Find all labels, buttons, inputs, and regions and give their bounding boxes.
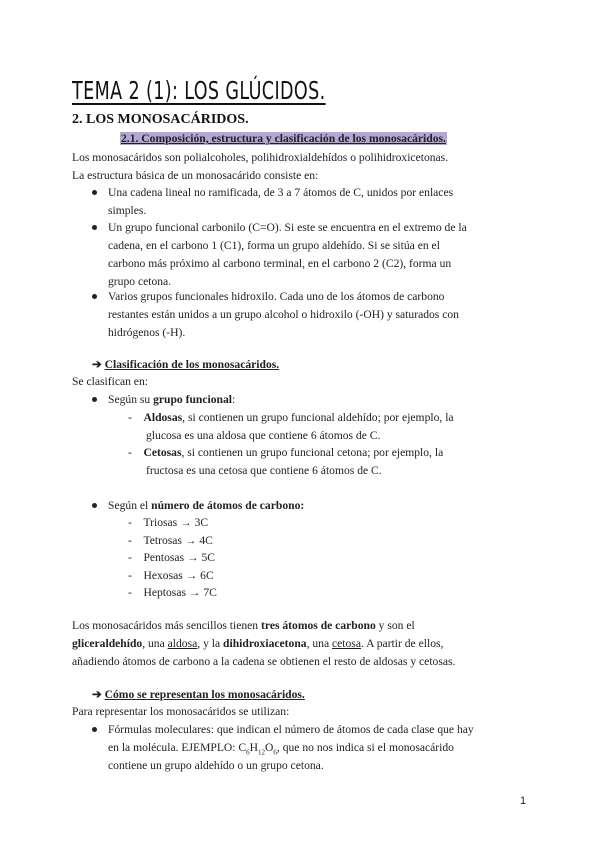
section-heading: 2. LOS MONOSACÁRIDOS. [72, 112, 249, 127]
representation-intro: Para representar los monosacáridos se utilizan: [72, 705, 290, 718]
text: , una [306, 637, 332, 650]
bold-text: Aldosas [143, 411, 183, 424]
heading-text: Clasificación de los monosacáridos. [104, 358, 280, 371]
arrow-icon: ➔ [92, 688, 102, 701]
text: Pentosas → 5C [143, 551, 215, 564]
text: , una [142, 637, 168, 650]
subscript: 12 [258, 748, 266, 757]
bold-text: grupo funcional [153, 393, 233, 406]
bullet-text: Una cadena lineal no ramificada, de 3 a 7 átomos de C, unidos por enlaces [108, 186, 454, 199]
dash-item-cont: glucosa es una aldosa que contiene 6 átomos de C. [146, 429, 381, 442]
text: Hexosas → 6C [143, 569, 214, 582]
bullet-text: hidrógenos (-H). [108, 326, 186, 339]
text: Triosas → 3C [143, 516, 209, 529]
intro-line: Los monosacáridos son polialcoholes, polihidroxialdehídos o polihidroxicetonas. [72, 151, 449, 164]
bold-text: número de átomos de carbono [151, 499, 301, 512]
paragraph-line [72, 635, 443, 653]
bullet-text: contiene un grupo aldehído o un grupo cetona. [108, 759, 324, 772]
dash-item: - Heptosas → 7C [128, 586, 217, 599]
text: Los monosacáridos más sencillos tienen [72, 619, 262, 632]
bullet-text: carbono más próximo al carbono terminal, en el carbono 2 (C2), forma un [108, 257, 452, 270]
arrow-icon: ➔ [92, 358, 102, 371]
text: H [249, 741, 259, 754]
dash-item: - Triosas → 3C [128, 516, 209, 529]
bold-text: tres átomos de carbono [261, 619, 376, 632]
classification-heading [92, 356, 279, 374]
text: , y la [197, 637, 224, 650]
bullet-text [108, 391, 235, 409]
text: , si contienen un grupo funcional cetona; por ejemplo, la [181, 446, 444, 459]
dash-item: - Cetosas, si contienen un grupo funcional cetona; por ejemplo, la [128, 446, 444, 459]
bullet-icon [92, 503, 97, 508]
subscript: 6 [246, 748, 250, 757]
underlined-text: aldosa [167, 637, 198, 650]
text: en la molécula. EJEMPLO: C [108, 741, 247, 754]
bullet-text: grupo cetona. [108, 275, 172, 288]
dash-item: - Tetrosas → 4C [128, 534, 213, 547]
bullet-text: Varios grupos funcionales hidroxilo. Cada uno de los átomos de carbono [108, 290, 445, 303]
subsection-heading: 2.1. Composición, estructura y clasificación de los monosacáridos. [121, 132, 446, 145]
bullet-text: Un grupo funcional carbonilo (C=O). Si este se encuentra en el extremo de la [108, 221, 467, 234]
bold-text: dihidroxiacetona [223, 637, 307, 650]
bullet-text: Fórmulas moleculares: que indican el número de átomos de cada clase que hay [108, 723, 474, 736]
bullet-text: restantes están unidos a un grupo alcohol o hidroxilo (-OH) y saturados con [108, 308, 459, 321]
text: Según su [108, 393, 154, 406]
paragraph-line [72, 617, 415, 635]
bold-text: gliceraldehído [72, 637, 143, 650]
dash-item: - Pentosas → 5C [128, 551, 215, 564]
intro-line: La estructura básica de un monosacárido consiste en: [72, 169, 319, 182]
text: y son el [375, 619, 415, 632]
bullet-text [108, 497, 304, 515]
text: Según el [108, 499, 152, 512]
bullet-icon [92, 727, 97, 732]
bullet-text: cadena, en el carbono 1 (C1), forma un grupo aldehído. Si se sitúa en el [108, 239, 440, 252]
representation-heading [92, 686, 305, 704]
text: : [232, 393, 236, 406]
bold-text: Cetosas [143, 446, 182, 459]
text: Heptosas → 7C [143, 586, 217, 599]
text: : [300, 499, 305, 512]
dash-item: - Hexosas → 6C [128, 569, 214, 582]
bullet-icon [92, 190, 97, 195]
page-title: TEMA 2 (1): LOS GLÚCIDOS. [72, 76, 326, 105]
dash-item-cont: fructosa es una cetosa que contiene 6 átomos de C. [146, 464, 382, 477]
subscript: 6 [273, 748, 277, 757]
heading-text: Cómo se representan los monosacáridos. [104, 688, 305, 701]
text: . A partir de ellos, [360, 637, 444, 650]
text: , que no nos indica si el monosacárido [276, 741, 454, 754]
text: O [265, 741, 274, 754]
classification-intro: Se clasifican en: [72, 375, 148, 388]
paragraph-line: añadiendo átomos de carbono a la cadena se obtienen el resto de aldosas y cetosas. [72, 655, 456, 668]
bullet-text: simples. [108, 204, 147, 217]
underlined-text: cetosa [332, 637, 361, 650]
bullet-icon [92, 225, 97, 230]
text: Tetrosas → 4C [143, 534, 213, 547]
bullet-icon [92, 397, 97, 402]
bullet-icon [92, 294, 97, 299]
text: , si contienen un grupo funcional aldehído; por ejemplo, la [182, 411, 454, 424]
page-number: 1 [520, 795, 527, 807]
dash-item: - Aldosas, si contienen un grupo funcional aldehído; por ejemplo, la [128, 411, 454, 424]
